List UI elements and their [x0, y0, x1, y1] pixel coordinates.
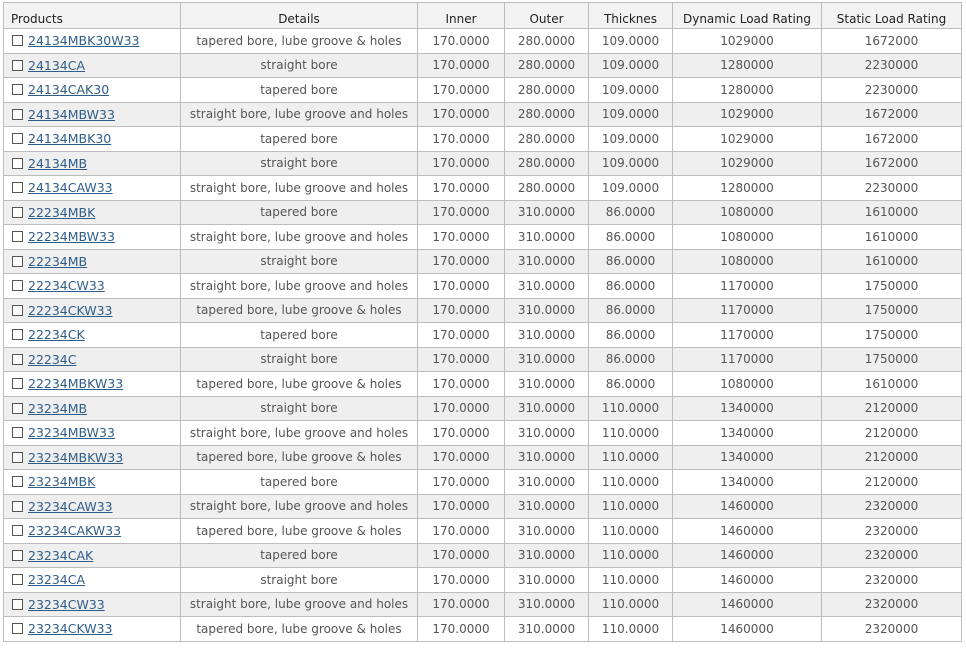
product-link[interactable]: 24134CAK30: [28, 82, 110, 98]
outer-cell: 310.0000: [505, 543, 589, 568]
outer-cell: 310.0000: [505, 225, 589, 250]
static-load-cell: 2320000: [822, 494, 962, 519]
thickness-cell: 110.0000: [589, 470, 673, 495]
details-cell: straight bore, lube groove and holes: [181, 102, 418, 127]
static-load-cell: 2320000: [822, 543, 962, 568]
inner-cell: 170.0000: [418, 543, 505, 568]
static-load-cell: 2320000: [822, 568, 962, 593]
table-row: [4, 592, 962, 617]
product-link[interactable]: 23234MB: [28, 400, 88, 416]
outer-cell: 280.0000: [505, 151, 589, 176]
inner-cell: 170.0000: [418, 151, 505, 176]
dynamic-load-cell: 1080000: [673, 372, 822, 397]
dynamic-load-cell: 1080000: [673, 249, 822, 274]
thickness-cell: 86.0000: [589, 323, 673, 348]
table-row: [4, 494, 962, 519]
table-row: [4, 298, 962, 323]
select-checkbox[interactable]: [12, 354, 23, 365]
product-cell: [4, 592, 181, 617]
inner-cell: 170.0000: [418, 176, 505, 201]
thickness-cell: 110.0000: [589, 445, 673, 470]
static-load-cell: 1672000: [822, 102, 962, 127]
product-link[interactable]: 22234MBK: [28, 204, 96, 220]
table-row: [4, 102, 962, 127]
dynamic-load-cell: 1170000: [673, 323, 822, 348]
details-cell: straight bore: [181, 347, 418, 372]
table-row: [4, 543, 962, 568]
product-link[interactable]: 23234MBK: [28, 474, 96, 490]
outer-cell: 310.0000: [505, 592, 589, 617]
table-row: [4, 372, 962, 397]
outer-cell: 310.0000: [505, 274, 589, 299]
details-cell: tapered bore: [181, 200, 418, 225]
product-cell: [4, 347, 181, 372]
details-cell: tapered bore, lube groove & holes: [181, 372, 418, 397]
thickness-cell: 86.0000: [589, 347, 673, 372]
product-link[interactable]: 22234CKW33: [28, 302, 113, 318]
inner-cell: 170.0000: [418, 568, 505, 593]
product-link[interactable]: 22234MB: [28, 253, 88, 269]
product-link[interactable]: 24134MB: [28, 155, 88, 171]
details-cell: tapered bore: [181, 323, 418, 348]
product-cell: [4, 225, 181, 250]
details-cell: tapered bore, lube groove & holes: [181, 519, 418, 544]
products-table: [3, 2, 962, 642]
table-row: [4, 29, 962, 54]
thickness-cell: 110.0000: [589, 396, 673, 421]
inner-cell: 170.0000: [418, 421, 505, 446]
product-cell: [4, 53, 181, 78]
table-header: [4, 3, 962, 29]
dynamic-load-cell: 1460000: [673, 592, 822, 617]
dynamic-load-cell: 1029000: [673, 127, 822, 152]
thickness-cell: 110.0000: [589, 543, 673, 568]
select-checkbox[interactable]: [12, 403, 23, 414]
inner-cell: 170.0000: [418, 323, 505, 348]
details-cell: straight bore, lube groove and holes: [181, 494, 418, 519]
table-row: [4, 568, 962, 593]
outer-cell: 310.0000: [505, 323, 589, 348]
select-checkbox[interactable]: [12, 501, 23, 512]
product-cell: [4, 372, 181, 397]
product-cell: [4, 176, 181, 201]
details-cell: straight bore, lube groove and holes: [181, 225, 418, 250]
outer-cell: 280.0000: [505, 176, 589, 201]
static-load-cell: 1750000: [822, 274, 962, 299]
select-checkbox[interactable]: [12, 550, 23, 561]
product-cell: [4, 200, 181, 225]
static-load-cell: 2230000: [822, 78, 962, 103]
outer-cell: 310.0000: [505, 519, 589, 544]
dynamic-load-cell: 1340000: [673, 470, 822, 495]
product-cell: [4, 78, 181, 103]
thickness-cell: 86.0000: [589, 372, 673, 397]
product-cell: [4, 249, 181, 274]
details-cell: straight bore: [181, 249, 418, 274]
table-row: [4, 127, 962, 152]
thickness-cell: 86.0000: [589, 298, 673, 323]
product-link[interactable]: 22234CK: [28, 327, 85, 343]
dynamic-load-cell: 1280000: [673, 176, 822, 201]
select-checkbox[interactable]: [12, 158, 23, 169]
table-row: [4, 617, 962, 642]
select-checkbox[interactable]: [12, 109, 23, 120]
select-checkbox[interactable]: [12, 35, 23, 46]
details-cell: straight bore: [181, 53, 418, 78]
product-cell: [4, 519, 181, 544]
select-checkbox[interactable]: [12, 525, 23, 536]
thickness-cell: 110.0000: [589, 568, 673, 593]
thickness-cell: 110.0000: [589, 592, 673, 617]
thickness-cell: 109.0000: [589, 53, 673, 78]
table-body: [4, 29, 962, 642]
inner-cell: 170.0000: [418, 396, 505, 421]
table-row: [4, 519, 962, 544]
static-load-cell: 2120000: [822, 470, 962, 495]
thickness-cell: 109.0000: [589, 151, 673, 176]
dynamic-load-cell: 1460000: [673, 568, 822, 593]
select-checkbox[interactable]: [12, 280, 23, 291]
outer-cell: 310.0000: [505, 421, 589, 446]
static-load-cell: 2320000: [822, 519, 962, 544]
inner-cell: 170.0000: [418, 592, 505, 617]
dynamic-load-cell: 1460000: [673, 519, 822, 544]
table-row: [4, 176, 962, 201]
header-details[interactable]: Details: [181, 3, 418, 29]
outer-cell: 310.0000: [505, 470, 589, 495]
product-cell: [4, 396, 181, 421]
thickness-cell: 109.0000: [589, 29, 673, 54]
dynamic-load-cell: 1460000: [673, 494, 822, 519]
select-checkbox[interactable]: [12, 231, 23, 242]
product-link[interactable]: 22234MBKW33: [28, 376, 124, 392]
details-cell: straight bore: [181, 151, 418, 176]
product-link[interactable]: 24134MBW33: [28, 106, 115, 122]
select-checkbox[interactable]: [12, 133, 23, 144]
static-load-cell: 1610000: [822, 200, 962, 225]
select-checkbox[interactable]: [12, 623, 23, 634]
details-cell: straight bore, lube groove and holes: [181, 421, 418, 446]
inner-cell: 170.0000: [418, 249, 505, 274]
outer-cell: 310.0000: [505, 347, 589, 372]
table-row: [4, 274, 962, 299]
dynamic-load-cell: 1170000: [673, 274, 822, 299]
product-cell: [4, 543, 181, 568]
details-cell: straight bore: [181, 396, 418, 421]
select-checkbox[interactable]: [12, 256, 23, 267]
product-link[interactable]: 22234MBW33: [28, 229, 115, 245]
product-link[interactable]: 22234CW33: [28, 278, 105, 294]
product-cell: [4, 274, 181, 299]
product-cell: [4, 470, 181, 495]
product-cell: [4, 29, 181, 54]
outer-cell: 310.0000: [505, 298, 589, 323]
select-checkbox[interactable]: [12, 452, 23, 463]
product-cell: [4, 617, 181, 642]
product-link[interactable]: 23234CAK: [28, 547, 94, 563]
thickness-cell: 110.0000: [589, 519, 673, 544]
static-load-cell: 2120000: [822, 445, 962, 470]
static-load-cell: 2120000: [822, 396, 962, 421]
product-link[interactable]: 23234MBKW33: [28, 449, 124, 465]
dynamic-load-cell: 1340000: [673, 396, 822, 421]
select-checkbox[interactable]: [12, 207, 23, 218]
dynamic-load-cell: 1460000: [673, 617, 822, 642]
static-load-cell: 2120000: [822, 421, 962, 446]
outer-cell: 280.0000: [505, 53, 589, 78]
product-link[interactable]: 23234CKW33: [28, 621, 113, 637]
dynamic-load-cell: 1080000: [673, 225, 822, 250]
inner-cell: 170.0000: [418, 78, 505, 103]
table-row: [4, 445, 962, 470]
inner-cell: 170.0000: [418, 445, 505, 470]
outer-cell: 310.0000: [505, 249, 589, 274]
dynamic-load-cell: 1340000: [673, 445, 822, 470]
header-products[interactable]: Products: [4, 3, 181, 29]
product-cell: [4, 568, 181, 593]
header-outer[interactable]: Outer: [505, 3, 589, 29]
inner-cell: 170.0000: [418, 494, 505, 519]
table-row: [4, 151, 962, 176]
details-cell: straight bore, lube groove and holes: [181, 176, 418, 201]
static-load-cell: 1750000: [822, 323, 962, 348]
inner-cell: 170.0000: [418, 274, 505, 299]
details-cell: tapered bore: [181, 127, 418, 152]
static-load-cell: 2320000: [822, 592, 962, 617]
table-row: [4, 396, 962, 421]
product-link[interactable]: 23234CAW33: [28, 498, 113, 514]
inner-cell: 170.0000: [418, 102, 505, 127]
product-link[interactable]: 24134MBK30: [28, 131, 112, 147]
outer-cell: 310.0000: [505, 396, 589, 421]
static-load-cell: 2230000: [822, 176, 962, 201]
table-row: [4, 421, 962, 446]
product-link[interactable]: 23234CA: [28, 572, 86, 588]
dynamic-load-cell: 1080000: [673, 200, 822, 225]
select-checkbox[interactable]: [12, 84, 23, 95]
select-checkbox[interactable]: [12, 427, 23, 438]
product-cell: [4, 127, 181, 152]
thickness-cell: 86.0000: [589, 274, 673, 299]
product-link[interactable]: 22234C: [28, 351, 77, 367]
product-link[interactable]: 24134CA: [28, 57, 86, 73]
outer-cell: 310.0000: [505, 200, 589, 225]
static-load-cell: 1610000: [822, 249, 962, 274]
inner-cell: 170.0000: [418, 127, 505, 152]
product-cell: [4, 445, 181, 470]
inner-cell: 170.0000: [418, 298, 505, 323]
thickness-cell: 110.0000: [589, 617, 673, 642]
table-row: [4, 249, 962, 274]
select-checkbox[interactable]: [12, 574, 23, 585]
inner-cell: 170.0000: [418, 617, 505, 642]
product-link[interactable]: 24134CAW33: [28, 180, 113, 196]
header-static-load-rating[interactable]: Static Load Rating: [822, 3, 962, 29]
dynamic-load-cell: 1460000: [673, 543, 822, 568]
static-load-cell: 1610000: [822, 372, 962, 397]
outer-cell: 280.0000: [505, 127, 589, 152]
thickness-cell: 86.0000: [589, 200, 673, 225]
product-link[interactable]: 23234CAKW33: [28, 523, 122, 539]
details-cell: straight bore, lube groove and holes: [181, 274, 418, 299]
table-row: [4, 470, 962, 495]
static-load-cell: 2230000: [822, 53, 962, 78]
inner-cell: 170.0000: [418, 29, 505, 54]
static-load-cell: 2320000: [822, 617, 962, 642]
select-checkbox[interactable]: [12, 378, 23, 389]
static-load-cell: 1750000: [822, 298, 962, 323]
product-link[interactable]: 23234CW33: [28, 596, 105, 612]
product-cell: [4, 102, 181, 127]
outer-cell: 310.0000: [505, 494, 589, 519]
inner-cell: 170.0000: [418, 519, 505, 544]
details-cell: straight bore, lube groove and holes: [181, 592, 418, 617]
thickness-cell: 86.0000: [589, 225, 673, 250]
details-cell: tapered bore, lube groove & holes: [181, 445, 418, 470]
outer-cell: 280.0000: [505, 29, 589, 54]
thickness-cell: 109.0000: [589, 102, 673, 127]
table-row: [4, 347, 962, 372]
select-checkbox[interactable]: [12, 305, 23, 316]
thickness-cell: 110.0000: [589, 421, 673, 446]
details-cell: tapered bore, lube groove & holes: [181, 29, 418, 54]
outer-cell: 310.0000: [505, 445, 589, 470]
outer-cell: 280.0000: [505, 78, 589, 103]
product-cell: [4, 151, 181, 176]
table-row: [4, 78, 962, 103]
product-cell: [4, 323, 181, 348]
details-cell: tapered bore: [181, 470, 418, 495]
outer-cell: 310.0000: [505, 568, 589, 593]
inner-cell: 170.0000: [418, 470, 505, 495]
product-cell: [4, 298, 181, 323]
dynamic-load-cell: 1340000: [673, 421, 822, 446]
inner-cell: 170.0000: [418, 200, 505, 225]
header-row: [4, 3, 962, 29]
table-row: [4, 225, 962, 250]
outer-cell: 310.0000: [505, 372, 589, 397]
product-cell: [4, 494, 181, 519]
details-cell: tapered bore, lube groove & holes: [181, 617, 418, 642]
inner-cell: 170.0000: [418, 225, 505, 250]
select-checkbox[interactable]: [12, 182, 23, 193]
details-cell: tapered bore: [181, 543, 418, 568]
static-load-cell: 1750000: [822, 347, 962, 372]
thickness-cell: 109.0000: [589, 127, 673, 152]
static-load-cell: 1610000: [822, 225, 962, 250]
outer-cell: 310.0000: [505, 617, 589, 642]
outer-cell: 280.0000: [505, 102, 589, 127]
dynamic-load-cell: 1029000: [673, 29, 822, 54]
table-row: [4, 53, 962, 78]
product-link[interactable]: 23234MBW33: [28, 425, 115, 441]
static-load-cell: 1672000: [822, 29, 962, 54]
details-cell: tapered bore, lube groove & holes: [181, 298, 418, 323]
thickness-cell: 109.0000: [589, 176, 673, 201]
header-thickness[interactable]: Thicknes: [589, 3, 673, 29]
select-checkbox[interactable]: [12, 476, 23, 487]
inner-cell: 170.0000: [418, 53, 505, 78]
dynamic-load-cell: 1280000: [673, 78, 822, 103]
dynamic-load-cell: 1029000: [673, 151, 822, 176]
table-row: [4, 323, 962, 348]
table-row: [4, 200, 962, 225]
static-load-cell: 1672000: [822, 127, 962, 152]
dynamic-load-cell: 1170000: [673, 298, 822, 323]
details-cell: straight bore: [181, 568, 418, 593]
select-checkbox[interactable]: [12, 329, 23, 340]
thickness-cell: 109.0000: [589, 78, 673, 103]
header-inner[interactable]: Inner: [418, 3, 505, 29]
thickness-cell: 110.0000: [589, 494, 673, 519]
select-checkbox[interactable]: [12, 599, 23, 610]
static-load-cell: 1672000: [822, 151, 962, 176]
dynamic-load-cell: 1170000: [673, 347, 822, 372]
product-cell: [4, 421, 181, 446]
inner-cell: 170.0000: [418, 347, 505, 372]
inner-cell: 170.0000: [418, 372, 505, 397]
details-cell: tapered bore: [181, 78, 418, 103]
thickness-cell: 86.0000: [589, 249, 673, 274]
select-checkbox[interactable]: [12, 60, 23, 71]
header-dynamic-load-rating[interactable]: Dynamic Load Rating: [673, 3, 822, 29]
dynamic-load-cell: 1029000: [673, 102, 822, 127]
product-link[interactable]: 24134MBK30W33: [28, 33, 140, 49]
dynamic-load-cell: 1280000: [673, 53, 822, 78]
